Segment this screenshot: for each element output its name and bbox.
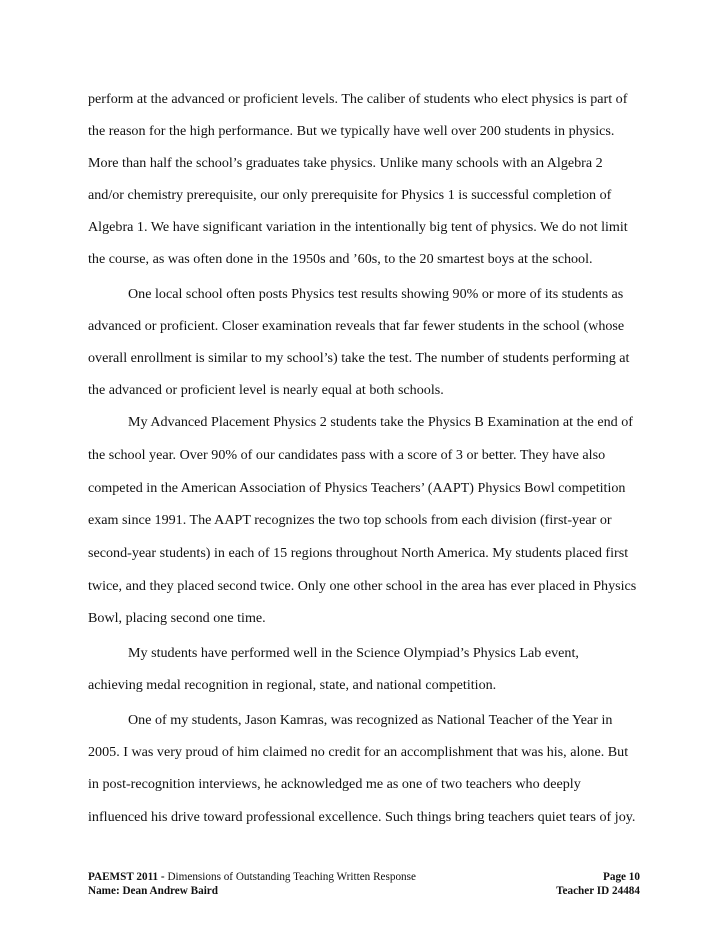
body-line: overall enrollment is similar to my school’s) take the test. The number of students performing at <box>88 350 630 366</box>
body-line: twice, and they placed second twice. Only one other school in the area has ever placed in Physics <box>88 578 637 594</box>
body-line: the course, as was often done in the 1950s and ’60s, to the 20 smartest boys at the school. <box>88 251 593 267</box>
body-line: achieving medal recognition in regional, state, and national competition. <box>88 677 497 693</box>
footer-teacher-id: Teacher ID 24484 <box>556 885 640 897</box>
footer-program-label: PAEMST 2011 - <box>88 871 168 883</box>
body-line: the reason for the high performance. But we typically have well over 200 students in physics. <box>88 123 615 139</box>
body-line: My students have performed well in the Science Olympiad’s Physics Lab event, <box>128 645 579 661</box>
body-line: More than half the school’s graduates take physics. Unlike many schools with an Algebra 2 <box>88 155 603 171</box>
footer-program <box>88 870 416 884</box>
footer-program-title: Dimensions of Outstanding Teaching Written Response <box>167 871 416 883</box>
body-line: One local school often posts Physics test results showing 90% or more of its students as <box>128 286 624 302</box>
body-line: perform at the advanced or proficient levels. The caliber of students who elect physics is part of <box>88 91 628 107</box>
body-line: the advanced or proficient level is nearly equal at both schools. <box>88 382 444 398</box>
body-line: One of my students, Jason Kamras, was recognized as National Teacher of the Year in <box>128 712 613 728</box>
body-line: in post-recognition interviews, he acknowledged me as one of two teachers who deeply <box>88 776 581 792</box>
footer-author-name: Name: Dean Andrew Baird <box>88 885 218 897</box>
body-line: Algebra 1. We have significant variation in the intentionally big tent of physics. We do not limit <box>88 219 628 235</box>
page-footer <box>88 870 640 898</box>
body-line: competed in the American Association of Physics Teachers’ (AAPT) Physics Bowl competition <box>88 480 626 496</box>
body-line: My Advanced Placement Physics 2 students take the Physics B Examination at the end of <box>128 414 633 430</box>
footer-row-name <box>88 884 640 898</box>
body-line: and/or chemistry prerequisite, our only prerequisite for Physics 1 is successful completion of <box>88 187 612 203</box>
body-line: influenced his drive toward professional excellence. Such things bring teachers quiet tears of joy. <box>88 809 636 825</box>
body-line: second-year students) in each of 15 regions throughout North America. My students placed first <box>88 545 629 561</box>
body-line: the school year. Over 90% of our candidates pass with a score of 3 or better. They have also <box>88 447 606 463</box>
footer-page-number: Page 10 <box>603 871 640 883</box>
body-line: exam since 1991. The AAPT recognizes the two top schools from each division (first-year or <box>88 512 612 528</box>
footer-row-program <box>88 870 640 884</box>
body-line: Bowl, placing second one time. <box>88 610 266 626</box>
body-line: advanced or proficient. Closer examination reveals that far fewer students in the school (whose <box>88 318 625 334</box>
body-line: 2005. I was very proud of him claimed no credit for an accomplishment that was his, alone. But <box>88 744 629 760</box>
